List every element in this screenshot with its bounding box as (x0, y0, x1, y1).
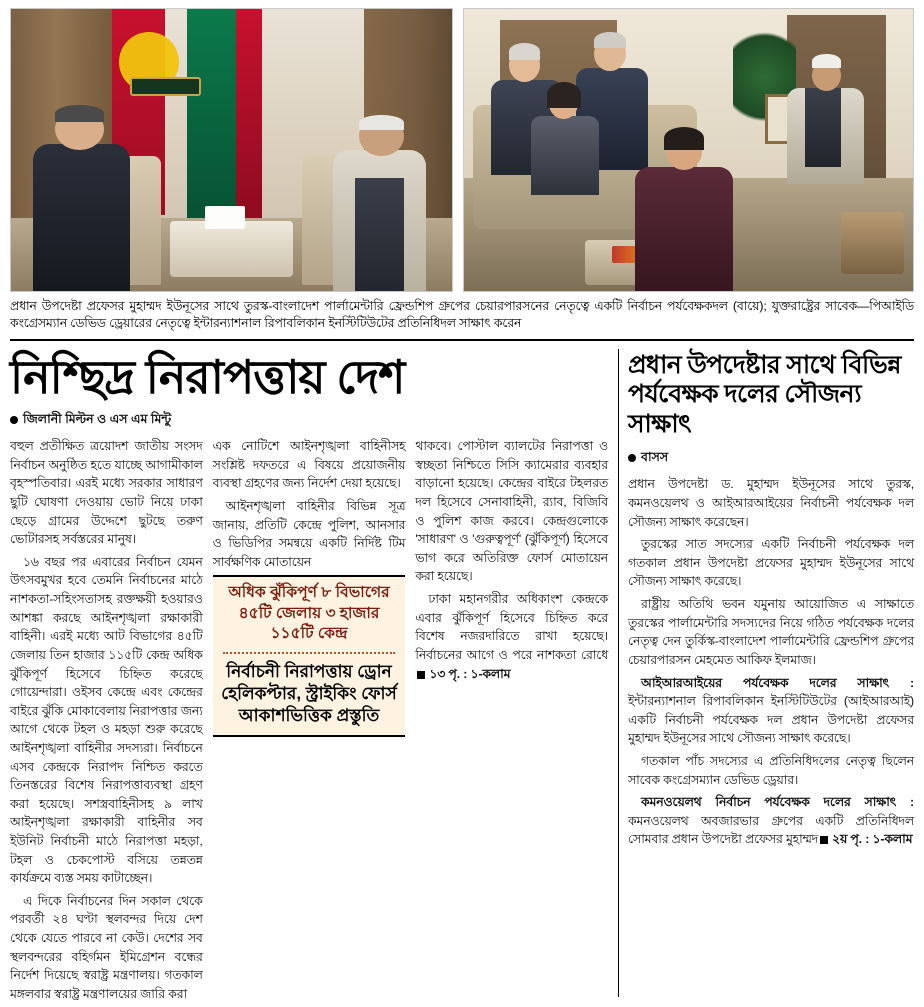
paragraph-commonwealth (628, 793, 914, 849)
paragraph: রাষ্ট্রীয় অতিথি ভবন যমুনায় আয়োজিত এ সাক্ষাতে তুরস্কের পার্লামেন্টারি সদস্যদের নিয়ে গঠিত পর্যবেক্ষক দলের নেতৃত্ব দেন তুর্কিস্ক-বাংলাদেশ পার্লামেন্টারি ফ্রেন্ডশিপ গ্রুপের চেয়ারপারসন মেহমেত আকিফ ইলমাজ। (628, 597, 914, 667)
article-area (10, 349, 914, 1001)
highlight-box-divider (223, 652, 396, 654)
main-story (10, 349, 618, 1001)
main-column-2 (213, 437, 406, 1007)
main-headline: নিশ্ছিদ্র নিরাপত্তায় দেশ (10, 350, 405, 403)
highlight-box-top-text: অধিক ঝুঁকিপূর্ণ ৮ বিভাগের ৪৫টি জেলায় ৩ হাজার ১১৫টি কেন্দ্র (228, 584, 390, 643)
side-agency (628, 449, 914, 469)
person-left-body (33, 144, 130, 291)
paragraph: বহুল প্রতীক্ষিত ত্রয়োদশ জাতীয় সংসদ নির্বাচন অনুষ্ঠিত হতে যাচ্ছে আগামীকাল বৃহস্পতিবার। এরই মধ্যে সরকার সাধারণ ছুটি ঘোষণা দেওয়ায় ভোট নিয়ে ঢাকা ছেড়ে গ্রামের উদ্দেশে ছুটছে তরুণ ভোটারসহ সর্বস্তরের মানুষ। (10, 439, 203, 547)
subsection-label-iri: আইআরআইয়ের পর্যবেক্ষক দলের সাক্ষাৎ : (641, 675, 914, 690)
side-stool (841, 212, 904, 274)
delegate-3-body (531, 116, 598, 195)
photo-left-meeting (10, 8, 453, 292)
subsection-label-commonwealth: কমনওয়েলথ নির্বাচন পর্যবেক্ষক দলের সাক্ষাৎ : (641, 795, 914, 810)
paragraph: তুরস্কের সাত সদস্যের একটি নির্বাচনী পর্যবেক্ষক দল গতকাল প্রধান উপদেষ্টা প্রফেসর মুহাম্মদ ইউনূসের সাথে সৌজন্য সাক্ষাৎ করেছে। (628, 537, 914, 589)
photo-right-delegation (463, 8, 914, 292)
flag-red-secondary (236, 9, 262, 218)
side-story (628, 349, 914, 997)
delegate-1-hair (509, 43, 540, 60)
center-table (170, 221, 293, 277)
jump-line-2[interactable]: ২য় পৃ. : ১-কলাম (832, 832, 913, 847)
foreground-person-body (635, 167, 734, 291)
photo-credit: —পিআইডি (857, 299, 914, 313)
host-vest (805, 88, 841, 167)
photo-caption-text: প্রধান উপদেষ্টা প্রফেসর মুহাম্মদ ইউনূসের সাথে তুরস্ক-বাংলাদেশ পার্লামেন্টারি ফ্রেন্ডশিপ গ্রুপের চেয়ারপারসনের নেতৃত্বে একটি নির্বাচন পর্যবেক্ষকদল (বায়ে); যুক্তরাষ্ট্রের সাবেক কংগ্রেসম্যান ডেভিড ড্রেয়ারের নেতৃত্বে ইন্টারন্যাশনাল রিপাবলিকান ইনস্টিটিউটের প্রতিনিধিদল সাক্ষাৎ করেন (10, 299, 858, 331)
main-column-3 (415, 437, 608, 1007)
host-hair (812, 54, 841, 68)
bullet-icon (10, 416, 18, 424)
paragraph: প্রধান উপদেষ্টা ড. মুহাম্মদ ইউনূসের সাথে তুরস্ক, কমনওয়েলথ ও আইআরআইয়ের নির্বাচনী পর্যবেক্ষক দল সৌজন্য সাক্ষাৎ করেছেন। (628, 477, 914, 529)
subsection-text-commonwealth: কমনওয়েলথ অবজারভার গ্রুপের একটি প্রতিনিধিদল সোমবার প্রধান উপদেষ্টা প্রফেসর মুহাম্মদ (628, 813, 914, 847)
foreground-person-hair (664, 127, 704, 150)
main-byline (10, 411, 608, 431)
person-right-hair (359, 115, 403, 131)
highlight-box (213, 575, 406, 737)
tissue-box (205, 206, 245, 229)
main-byline-text: জিলানী মিল্টন ও এস এম মিন্টু (23, 412, 172, 427)
caption-divider (10, 339, 914, 341)
delegate-3-hair (547, 82, 581, 107)
photo-caption (10, 298, 914, 333)
paragraph: থাকবে। পোস্টাল ব্যালটের নিরাপত্তা ও স্বচ্ছতা নিশ্চিতে সিসি ক্যামেরার ব্যবহার বাড়ানো হয়েছে। কেন্দ্রের বাইরে টহলরত দল হিসেবে সেনাবাহিনী, র‌্যাব, বিজিবি ও পুলিশ কাজ করবে। কেন্দ্রগুলোকে 'সাধারণ' ও 'গুরুত্বপূর্ণ' (ঝুঁকিপূর্ণ) হিসেবে ভাগ করে অতিরিক্ত ফোর্স মোতায়েন করা হয়েছে। (415, 439, 609, 584)
flag-green (187, 9, 236, 218)
paragraph-text: ঢাকা মহানগরীর অধিকাংশ কেন্দ্রকে এবার ঝুঁকিপূর্ণ হিসেবে চিহ্নিত করে বিশেষ নজরদারিতে রাখা হয়েছে। নির্বাচনের আগে ও পরে নাশকতা রোধে (415, 592, 609, 662)
end-square-icon (417, 671, 425, 679)
photo-row (10, 8, 914, 292)
side-agency-text: বাসস (641, 450, 669, 465)
column-divider (618, 349, 619, 997)
paragraph: আইনশৃঙ্খলা বাহিনীর বিভিন্ন সূত্র জানায়, প্রতিটি কেন্দ্রে পুলিশ, আনসার ও ভিডিপির সমন্বয়ে একটি নির্দিষ্ট টিম সার্বক্ষণিক মোতায়েন (212, 499, 406, 569)
delegate-2-hair (594, 32, 625, 49)
paragraph-iri (628, 674, 914, 748)
person-right-vest (355, 178, 404, 291)
paragraph: ১৬ বছর পর এবারের নির্বাচন যেমন উৎসবমুখর হবে তেমনি নির্বাচনের মাঠে নাশকতা-সহিংসতাসহ রক্তক্ষয়ী হওয়ারও আশঙ্কা করছে আইনশৃঙ্খলা রক্ষাকারী বাহিনী। এরই মধ্যে আট বিভাগের ৪৫টি জেলায় তিন হাজার ১১৫টি কেন্দ্র অধিক ঝুঁকিপূর্ণ হিসেবে চিহ্নিত করেছে গোয়েন্দারা। ওইসব কেন্দ্রে এবং কেন্দ্রের বাইরে ঝুঁকি মোকাবেলায় নিরাপত্তার জন্য আগে থেকে টহল ও মহড়া শুরু করেছে আইনশৃঙ্খলা বাহিনীর সদস্যরা। নির্বাচনে এসব কেন্দ্রকে নিরাপদ নিশ্চিত করতে তিনস্তরের বিশেষ নিরাপত্তাব্যবস্থা গ্রহণ করা হয়েছে। সশস্ত্রবাহিনীসহ ৯ লাখ আইনশৃঙ্খলা রক্ষাকারী বাহিনীর সব ইউনিট নির্বাচনী মাঠে নিরাপত্তা মহড়া, টহল ও চেকপোস্ট বসিয়ে তন্নতন্ন কার্যক্রমে ব্যস্ত সময় কাটাচ্ছেন। (10, 554, 203, 886)
paragraph: এ দিকে নির্বাচনের দিন সকাল থেকে পরবর্তী ২৪ ঘণ্টা স্থলবন্দর দিয়ে দেশ থেকে যেতে পারবে না কেউ। দেশের সব স্থলবন্দরের বহির্গমন ইমিগ্রেশন বন্ধের নির্দেশ দিয়েছে স্বরাষ্ট্র মন্ত্রণালয়। গতকাল মঙ্গলবার স্বরাষ্ট্র মন্ত্রণালয়ের জারি করা (10, 893, 203, 1001)
paragraph (415, 590, 608, 683)
main-columns (10, 437, 608, 1007)
jump-line[interactable]: ১৩ পৃ. : ১-কলাম (429, 666, 511, 681)
side-body (628, 475, 914, 849)
subsection-text-iri: ইন্টারন্যাশনাল রিপাবলিকান ইনস্টিটিউটের (আইআরআই) একটি নির্বাচনী পর্যবেক্ষক দল প্রধান উপদেষ্টা প্রফেসর মুহাম্মদ ইউনূসের সাথে সৌজন্য সাক্ষাৎ করেছে। (628, 694, 914, 746)
paragraph: এক নোটিশে আইনশৃঙ্খলা বাহিনীসহ সংশ্লিষ্ট দফতরে এ বিষয়ে প্রয়োজনীয় ব্যবস্থা গ্রহণের জন্য নির্দেশ দেয়া হয়েছে। (212, 439, 406, 491)
person-left-hair (55, 105, 104, 122)
name-plaque (130, 77, 201, 97)
end-square-icon (820, 836, 828, 844)
paragraph: গতকাল পাঁচ সদস্যের এ প্রতিনিধিদলের নেতৃত্ব ছিলেন সাবেক কংগ্রেসম্যান ডেভিড ড্রেয়ার। (628, 753, 914, 787)
bullet-icon (628, 454, 636, 462)
main-column-1 (10, 437, 203, 1007)
highlight-box-bottom-text: নির্বাচনী নিরাপত্তায় ড্রোন হেলিকপ্টার, স্ট্রাইকিং ফোর্স আকাশভিত্তিক প্রস্তুতি (221, 661, 397, 726)
side-headline: প্রধান উপদেষ্টার সাথে বিভিন্ন পর্যবেক্ষক দলের সৌজন্য সাক্ষাৎ (628, 350, 901, 438)
